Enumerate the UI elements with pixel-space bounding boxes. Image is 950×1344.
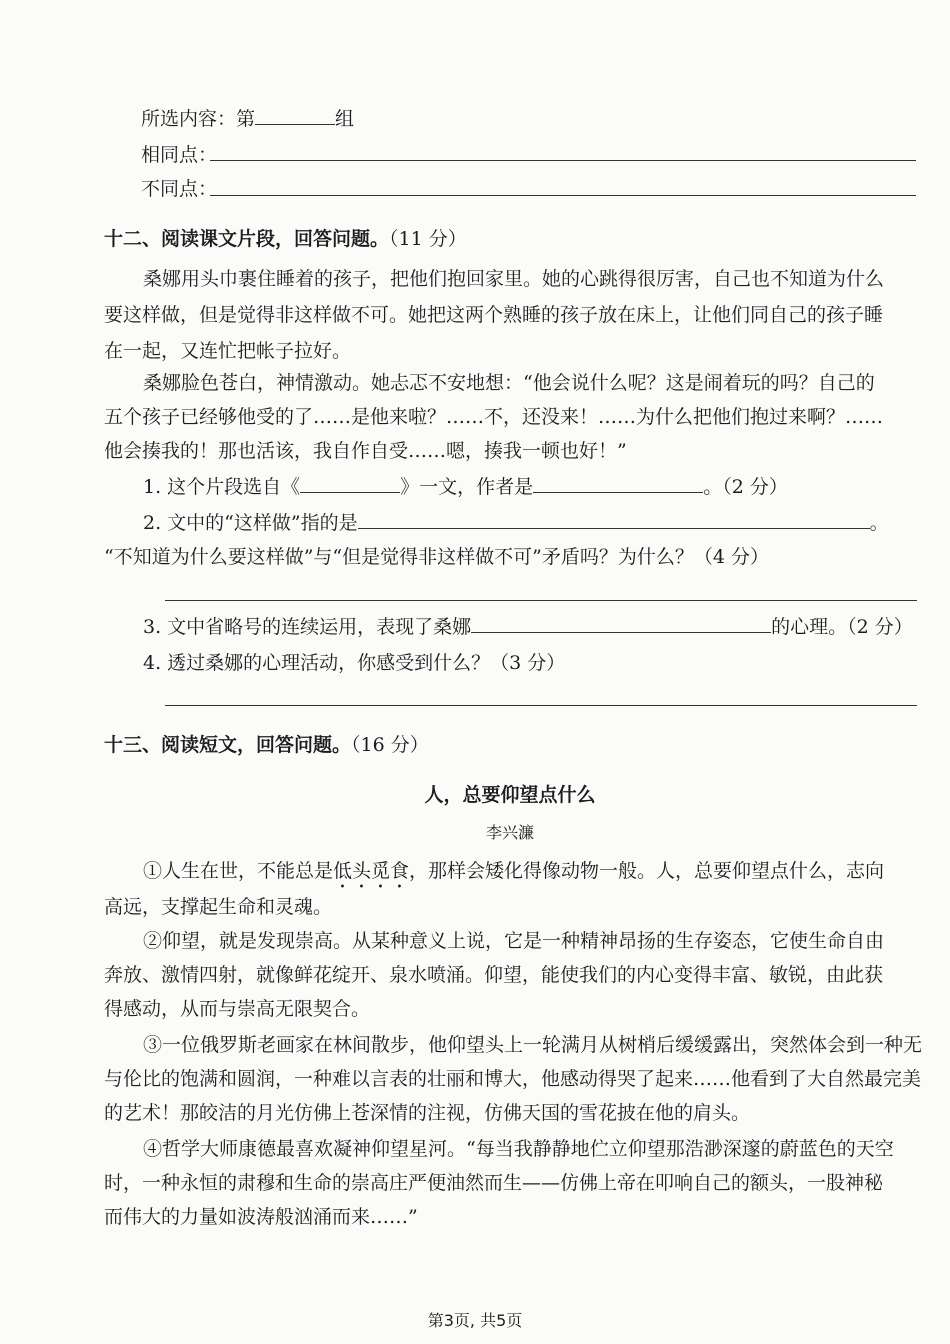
section-13-heading: 十三、阅读短文，回答问题。（16 分） [104,734,429,756]
article-p4-line3: 而伟大的力量如波涛般汹涌而来……” [104,1206,418,1228]
article-p2-line1: ②仰望，就是发现崇高。从某种意义上说，它是一种精神昂扬的生存姿态，它使生命自由 [143,930,885,952]
group-number-blank[interactable] [255,106,335,125]
s12-p2-line2: 五个孩子已经够他受的了……是他来啦？……不，还没来！……为什么把他们抱过来啊？…… [104,406,884,428]
article-p1-line2: 高远，支撑起生命和灵魂。 [104,896,333,918]
article-p4-line1: ④哲学大师康德最喜欢凝神仰望星河。“每当我静静地伫立仰望那浩渺深邃的蔚蓝色的天空 [143,1138,894,1160]
emphasized-phrase: 低头觅食 [333,860,410,882]
article-author: 李兴濂 [485,823,534,842]
article-p4-line2: 时，一种永恒的肃穆和生命的崇高庄严便油然而生——仿佛上帝在叩响自己的额头，一股神秘 [104,1172,884,1194]
q2-answer-blank[interactable] [358,510,870,529]
question-2-sub: “不知道为什么要这样做”与“但是觉得非这样做不可”矛盾吗？为什么？（4 分） [104,546,769,568]
article-p3-line2: 与伦比的饱满和圆润，一种难以言表的壮丽和博大，他感动得哭了起来……他看到了大自然最完美 [104,1068,922,1090]
diff-points-blank[interactable] [210,195,916,196]
question-2: 2. 文中的“这样做”指的是 。 [143,512,889,534]
same-points-label: 相同点： [141,144,218,166]
article-p1-line1: ①人生在世，不能总是低头觅食，那样会矮化得像动物一般。人，总要仰望点什么，志向 [143,860,885,882]
s12-p2-line1: 桑娜脸色苍白，神情激动。她忐忑不安地想：“他会说什么呢？这是闹着玩的吗？自己的 [143,372,875,394]
article-p3-line3: 的艺术！那皎洁的月光仿佛上苍深情的注视，仿佛天国的雪花披在他的肩头。 [104,1102,751,1124]
q2-sub-answer-blank[interactable] [165,600,917,601]
s12-p1-line1: 桑娜用头巾裹住睡着的孩子，把他们抱回家里。她的心跳得很厉害，自己也不知道为什么 [143,268,885,290]
same-points-blank[interactable] [210,160,916,161]
question-4: 4. 透过桑娜的心理活动，你感受到什么？（3 分） [143,652,566,674]
article-title: 人，总要仰望点什么 [424,784,596,806]
s12-p1-line3: 在一起，又连忙把帐子拉好。 [104,340,352,362]
q4-answer-blank[interactable] [165,705,917,706]
s12-p2-line3: 他会揍我的！那也活该，我自作自受……嗯，揍我一顿也好！” [104,440,627,462]
selected-content-line: 所选内容：第 组 [141,108,355,130]
question-1: 1. 这个片段选自《 》一文，作者是 。（2 分） [143,476,788,498]
question-3: 3. 文中省略号的连续运用，表现了桑娜 的心理。（2 分） [143,616,913,638]
diff-points-label: 不同点： [141,178,218,200]
article-p2-line2: 奔放、激情四射，就像鲜花绽开、泉水喷涌。仰望，能使我们的内心变得丰富、敏锐，由此获 [104,964,884,986]
q1-title-blank[interactable] [300,474,400,493]
section-12-heading: 十二、阅读课文片段，回答问题。（11 分） [104,228,467,250]
article-p3-line1: ③一位俄罗斯老画家在林间散步，他仰望头上一轮满月从树梢后缓缓露出，突然体会到一种无 [143,1034,923,1056]
s12-p1-line2: 要这样做，但是觉得非这样做不可。她把这两个熟睡的孩子放在床上，让他们同自己的孩子睡 [104,304,884,326]
page-number-footer: 第3页, 共5页 [427,1311,523,1330]
q3-answer-blank[interactable] [471,614,771,633]
article-p2-line3: 得感动，从而与崇高无限契合。 [104,998,371,1020]
q1-author-blank[interactable] [533,474,703,493]
